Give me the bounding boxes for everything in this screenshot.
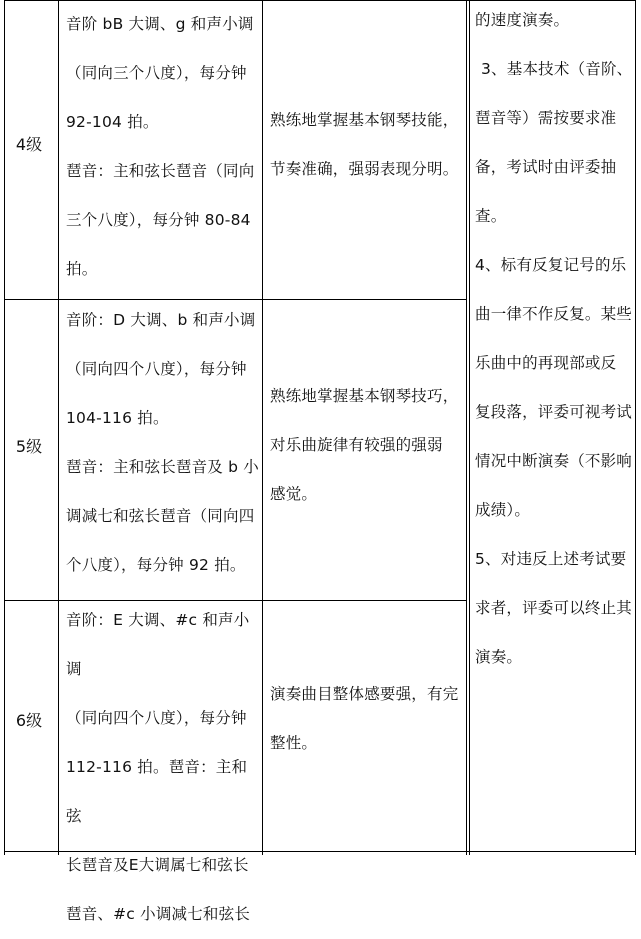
cell-line: 长琶音及E大调属七和弦长 (66, 856, 249, 874)
notes-cell (475, 0, 635, 682)
notes-line: 情况中断演奏（不影响 (475, 452, 633, 470)
cell-line: 琶音：主和弦长琶音及 b 小 (66, 458, 259, 476)
cell-line: 琶音、#c 小调减七和弦长 (66, 905, 251, 923)
column-divider-3b (469, 0, 470, 855)
notes-line: 备，考试时由评委抽 (475, 158, 617, 176)
notes-line: 演奏。 (475, 648, 523, 666)
cell-line: （同向三个八度），每分钟 (66, 64, 247, 82)
cell-line: 琶音：主和弦长琶音（同向 (66, 162, 255, 180)
column-divider-1 (58, 0, 59, 855)
cell-line: 拍。 (66, 260, 98, 278)
notes-line: 曲一律不作反复。某些 (475, 305, 633, 323)
cell-line: 整性。 (270, 734, 318, 752)
notes-line: 琶音等）需按要求准 (475, 109, 617, 127)
scale-arpeggio-cell (66, 296, 260, 590)
notes-line: 4、标有反复记号的乐 (475, 256, 627, 274)
cell-line: （同向四个八度），每分钟 (66, 360, 247, 378)
cell-line: 音阶 bB 大调、g 和声小调 (66, 15, 254, 33)
notes-line: 查。 (475, 207, 507, 225)
cell-line: 112-116 拍。琶音：主和弦 (66, 758, 248, 825)
cell-line: 三个八度），每分钟 80-84 (66, 211, 251, 229)
cell-line: 节奏准确，强弱表现分明。 (270, 160, 459, 178)
level-cell: 5级 (15, 437, 43, 456)
cell-line: 感觉。 (270, 485, 318, 503)
cell-line: 对乐曲旋律有较强的强弱 (270, 436, 443, 454)
column-divider-3 (466, 0, 467, 855)
notes-line: 乐曲中的再现部或反 (475, 354, 617, 372)
cell-line: 熟练地掌握基本钢琴技能， (270, 111, 459, 129)
level-cell: 4级 (15, 135, 43, 154)
scale-arpeggio-cell (66, 0, 260, 294)
notes-line: 3、基本技术（音阶、 (481, 60, 633, 78)
cell-line: 熟练地掌握基本钢琴技巧， (270, 387, 459, 405)
notes-line: 成绩）。 (475, 501, 531, 519)
notes-line: 求者，评委可以终止其 (475, 599, 633, 617)
requirement-cell (270, 670, 464, 768)
notes-line: 5、对违反上述考试要 (475, 550, 627, 568)
requirement-cell (270, 96, 464, 194)
cell-line: （同向四个八度），每分钟 (66, 709, 247, 727)
cell-line: 音阶：E 大调、#c 和声小调 (66, 611, 250, 678)
cell-line: 个八度），每分钟 92 拍。 (66, 556, 246, 574)
requirement-cell (270, 372, 464, 519)
notes-line: 复段落，评委可视考试 (475, 403, 633, 421)
cell-line: 调减七和弦长琶音（同向四 (66, 507, 255, 525)
scale-arpeggio-cell (66, 596, 260, 939)
cell-line: 104-116 拍。 (66, 409, 169, 427)
cell-line: 92-104 拍。 (66, 113, 159, 131)
column-divider-2 (262, 0, 263, 855)
table-border-right (635, 0, 636, 855)
level-cell: 6级 (15, 711, 43, 730)
notes-line: 的速度演奏。 (475, 11, 570, 29)
cell-line: 演奏曲目整体感要强，有完 (270, 685, 459, 703)
cell-line: 音阶：D 大调、b 和声小调 (66, 311, 256, 329)
